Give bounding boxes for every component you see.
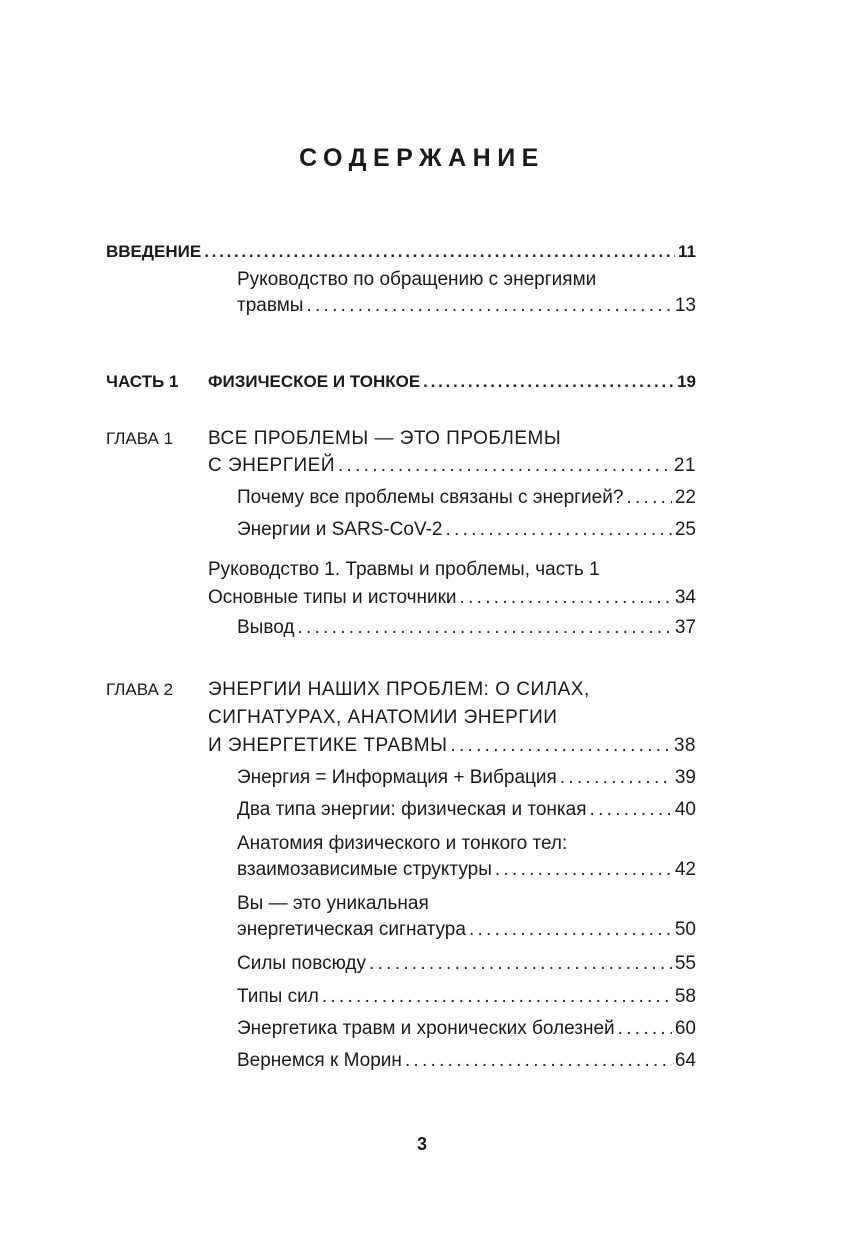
dot-leader [445, 516, 671, 544]
part-title: ФИЗИЧЕСКОЕ И ТОНКОЕ [208, 372, 421, 391]
toc-entry[interactable] [237, 796, 696, 824]
toc-page-number: 13 [674, 295, 696, 316]
dot-leader [618, 1015, 672, 1043]
toc-entry-intro[interactable] [106, 238, 696, 266]
toc-entry[interactable] [237, 916, 696, 944]
dot-leader [338, 452, 671, 480]
toc-page-number: 37 [674, 617, 696, 638]
toc-entry-label: ВВЕДЕНИЕ [106, 242, 202, 261]
chapter-label: ГЛАВА 2 [106, 680, 174, 699]
toc-entry[interactable] [237, 950, 696, 978]
toc-entry-text: Вернемся к Морин [237, 1050, 402, 1071]
toc-page-number: 21 [673, 455, 696, 476]
dot-leader [626, 484, 671, 512]
toc-entry[interactable] [237, 764, 696, 792]
dot-leader [369, 950, 672, 978]
toc-page-number: 64 [674, 1050, 696, 1071]
toc-page-number: 58 [674, 986, 696, 1007]
toc-page-number: 19 [677, 372, 696, 391]
chapter-title-line[interactable]: СИГНАТУРАХ, АНАТОМИИ ЭНЕРГИИ [208, 707, 558, 728]
toc-page-number: 11 [678, 242, 696, 261]
toc-page-number: 39 [674, 767, 696, 788]
dot-leader [469, 916, 672, 944]
toc-entry-line[interactable]: Руководство по обращению с энергиями [237, 269, 597, 290]
toc-page-number: 34 [674, 587, 696, 608]
toc-entry-text: Типы сил [237, 986, 319, 1007]
dot-leader [560, 764, 672, 792]
toc-page-number: 55 [674, 953, 696, 974]
toc-entry[interactable] [237, 1047, 696, 1075]
dot-leader [405, 1047, 672, 1075]
chapter-label: ГЛАВА 1 [106, 429, 174, 448]
toc-entry-guide[interactable] [237, 292, 696, 320]
toc-page-number: 25 [674, 519, 696, 540]
toc-entry-text: энергетическая сигнатура [237, 919, 466, 940]
chapter-title-line: С ЭНЕРГИЕЙ [208, 455, 335, 476]
toc-entry-line[interactable]: Анатомия физического и тонкого тел: [237, 833, 568, 854]
toc-entry[interactable] [237, 516, 696, 544]
dot-leader [423, 368, 674, 396]
toc-entry-text: Энергетика травм и хронических болезней [237, 1018, 615, 1039]
toc-entry-text: Основные типы и источники [208, 587, 457, 608]
toc-entry-text: Два типа энергии: физическая и тонкая [237, 799, 587, 820]
toc-entry-text: Почему все проблемы связаны с энергией? [237, 487, 624, 508]
toc-page-number: 42 [674, 859, 696, 880]
page-number: 3 [416, 1134, 427, 1154]
toc-entry-text: травмы [237, 295, 304, 316]
dot-leader [322, 983, 672, 1011]
dot-leader [306, 292, 671, 320]
toc-entry-line[interactable]: Вы — это уникальная [237, 893, 429, 914]
toc-title: СОДЕРЖАНИЕ [299, 144, 545, 172]
toc-entry[interactable] [237, 614, 696, 642]
dot-leader [590, 796, 672, 824]
toc-entry-text: Энергия = Информация + Вибрация [237, 767, 557, 788]
dot-leader [450, 732, 670, 760]
part-label: ЧАСТЬ 1 [106, 372, 179, 391]
chapter-title-line[interactable]: ВСЕ ПРОБЛЕМЫ — ЭТО ПРОБЛЕМЫ [208, 428, 562, 449]
chapter-title-line: И ЭНЕРГЕТИКЕ ТРАВМЫ [208, 735, 448, 756]
toc-page-number: 22 [674, 487, 696, 508]
toc-entry-text: взаимозависимые структуры [237, 859, 492, 880]
dot-leader [495, 856, 672, 884]
toc-entry[interactable] [237, 1015, 696, 1043]
chapter-title-line[interactable]: ЭНЕРГИИ НАШИХ ПРОБЛЕМ: О СИЛАХ, [208, 679, 590, 700]
toc-entry-text: Вывод [237, 617, 295, 638]
dot-leader [460, 584, 672, 612]
dot-leader [297, 614, 671, 642]
toc-entry-part1[interactable] [208, 368, 696, 396]
toc-entry-line[interactable]: Руководство 1. Травмы и проблемы, часть 1 [208, 559, 600, 580]
toc-entry-text: Энергии и SARS-CoV-2 [237, 519, 443, 540]
toc-entry[interactable] [237, 484, 696, 512]
toc-page-number: 60 [674, 1018, 696, 1039]
toc-entry-chapter2[interactable] [208, 732, 696, 760]
dot-leader [204, 238, 675, 266]
toc-entry-guide[interactable] [208, 584, 696, 612]
toc-page-number: 38 [673, 735, 696, 756]
toc-entry-text: Силы повсюду [237, 953, 367, 974]
toc-page-number: 40 [674, 799, 696, 820]
toc-entry[interactable] [237, 856, 696, 884]
toc-entry-chapter1[interactable] [208, 452, 696, 480]
toc-entry[interactable] [237, 983, 696, 1011]
toc-page-number: 50 [674, 919, 696, 940]
